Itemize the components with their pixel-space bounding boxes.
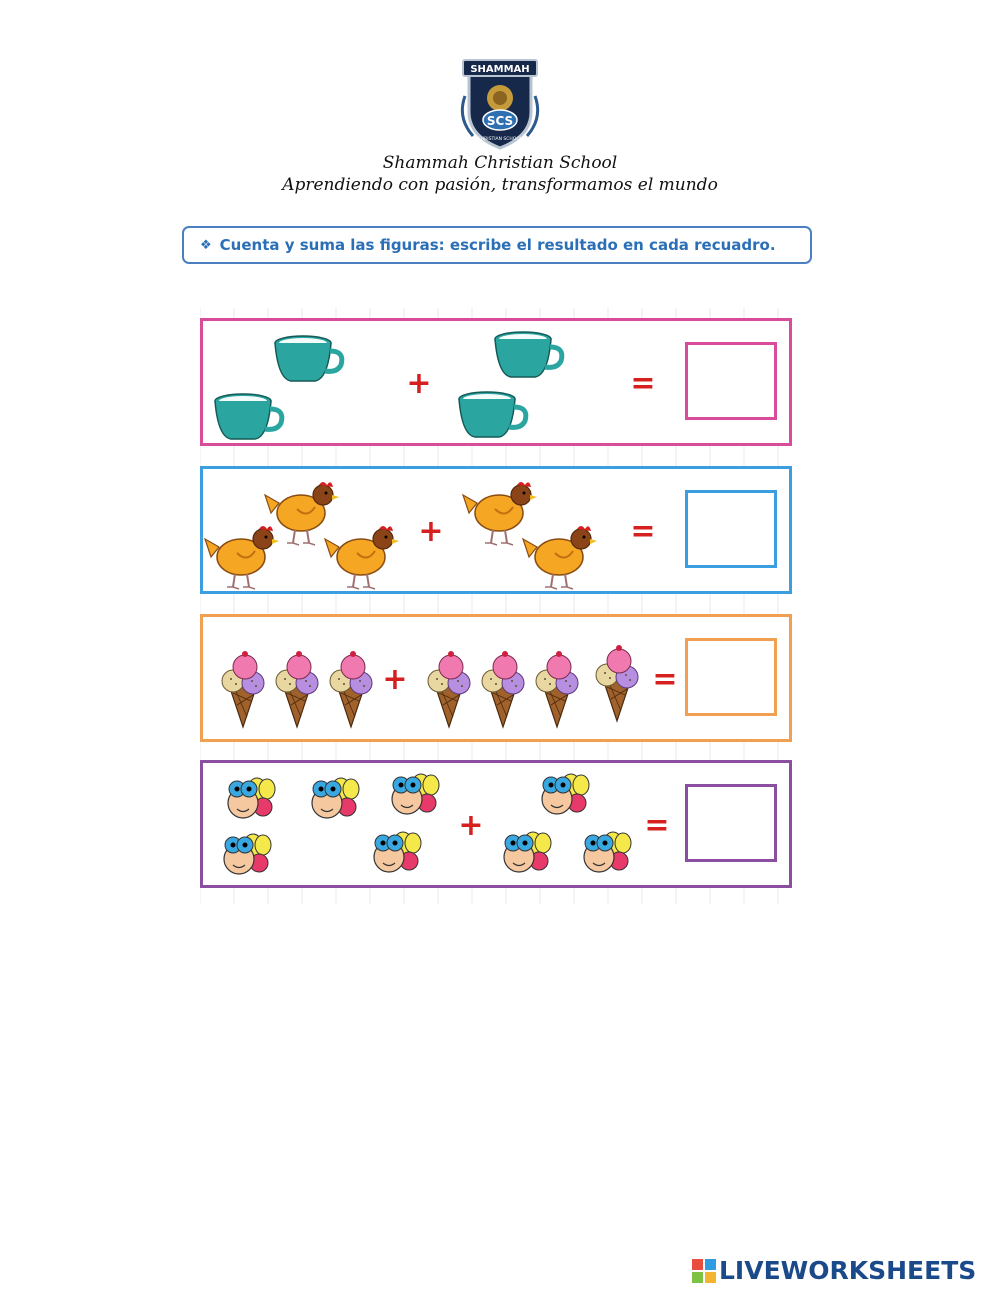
hen-icon	[205, 526, 279, 589]
equals-sign: =	[644, 808, 670, 843]
bug-icon	[374, 832, 421, 872]
cup-icon	[495, 332, 562, 377]
exercise-row-bug	[200, 760, 792, 888]
school-motto: Aprendiendo con pasión, transformamos el mundo	[282, 175, 718, 195]
equals-sign: =	[630, 366, 656, 401]
exercise-row-hen	[200, 466, 792, 594]
hen-icon	[463, 482, 537, 545]
ice-cream-icon	[482, 651, 524, 727]
answer-box[interactable]	[685, 784, 777, 862]
equals-sign: =	[630, 514, 656, 549]
cup-icon	[215, 394, 282, 439]
bug-icon	[504, 832, 551, 872]
bug-icon	[228, 778, 275, 818]
svg-text:CHRISTIAN SCHOOL: CHRISTIAN SCHOOL	[477, 137, 523, 142]
answer-box[interactable]	[685, 490, 777, 568]
answer-box[interactable]	[685, 638, 777, 716]
answer-box[interactable]	[685, 342, 777, 420]
plus-sign: +	[406, 366, 432, 401]
svg-text:SHAMMAH: SHAMMAH	[470, 64, 530, 75]
bug-icon	[392, 774, 439, 814]
equals-sign: =	[652, 662, 678, 697]
cup-icon	[275, 336, 342, 381]
ice-cream-icon	[330, 651, 372, 727]
plus-sign: +	[382, 662, 408, 697]
hen-icon	[523, 526, 597, 589]
hen-icon	[325, 526, 399, 589]
bug-icon	[584, 832, 631, 872]
exercise-sheet	[200, 308, 794, 904]
school-shield-logo	[455, 56, 545, 152]
ice-cream-icon	[596, 645, 638, 721]
liveworksheets-logo-icon	[692, 1259, 716, 1283]
ice-cream-icon	[536, 651, 578, 727]
svg-text:SCS: SCS	[486, 114, 514, 128]
header	[0, 56, 1000, 196]
plus-sign: +	[458, 808, 484, 843]
footer	[692, 1256, 976, 1285]
diamond-bullet-icon: ❖	[200, 237, 212, 253]
instruction-box	[182, 226, 812, 264]
plus-sign: +	[418, 514, 444, 549]
exercise-row-cup	[200, 318, 792, 446]
bug-icon	[542, 774, 589, 814]
bug-icon	[312, 778, 359, 818]
ice-cream-icon	[276, 651, 318, 727]
brand-name: LIVEWORKSHEETS	[719, 1256, 977, 1285]
exercise-row-ice-cream	[200, 614, 792, 742]
bug-icon	[224, 834, 271, 874]
cup-icon	[459, 392, 526, 437]
ice-cream-icon	[222, 651, 264, 727]
school-name: Shammah Christian School	[382, 153, 618, 173]
hen-icon	[265, 482, 339, 545]
instruction-text: Cuenta y suma las figuras: escribe el resultado en cada recuadro.	[219, 236, 776, 254]
ice-cream-icon	[428, 651, 470, 727]
